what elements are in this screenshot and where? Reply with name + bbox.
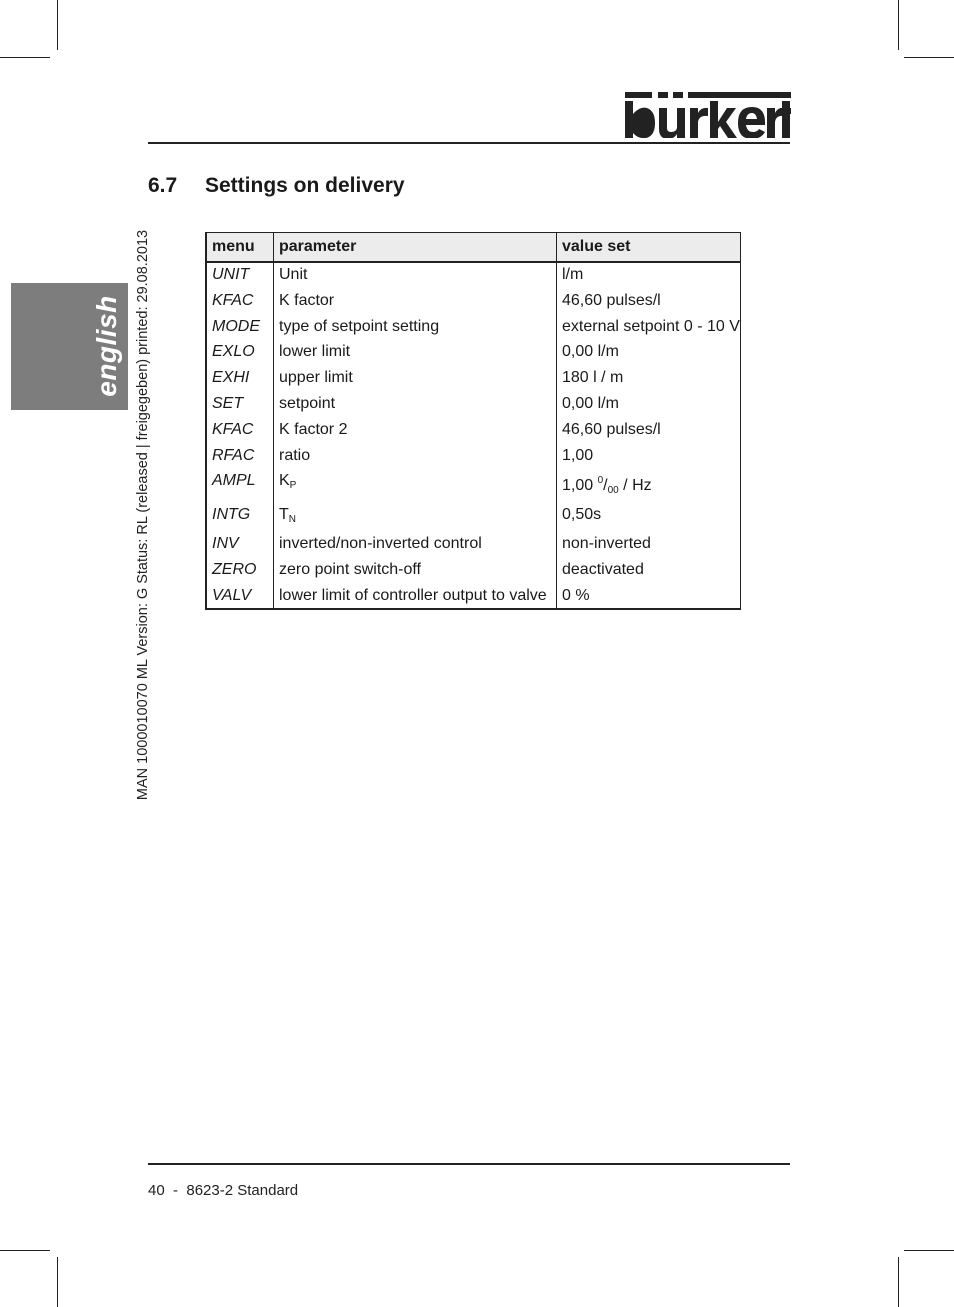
footer-rule xyxy=(148,1163,790,1165)
parameter-cell xyxy=(274,503,557,532)
value-cell: deactivated xyxy=(557,558,741,584)
parameter-cell: type of setpoint setting xyxy=(274,315,557,341)
table-row xyxy=(206,262,741,289)
menu-cell: MODE xyxy=(206,315,274,341)
value-cell: 1,00 xyxy=(557,444,741,470)
table-row xyxy=(206,366,741,392)
value-cell: 0 % xyxy=(557,584,741,609)
parameter-cell: Unit xyxy=(274,262,557,289)
table-row xyxy=(206,418,741,444)
value-main: 1,00 xyxy=(562,477,598,495)
menu-cell: VALV xyxy=(206,584,274,609)
value-subscript: 00 xyxy=(607,485,619,497)
menu-cell: ZERO xyxy=(206,558,274,584)
parameter-cell: inverted/non-inverted control xyxy=(274,532,557,558)
value-tail: / Hz xyxy=(618,477,652,495)
table-row xyxy=(206,469,741,503)
table-header-row xyxy=(206,233,741,263)
table-row xyxy=(206,340,741,366)
crop-mark xyxy=(57,0,58,50)
crop-mark xyxy=(0,1250,50,1251)
crop-mark xyxy=(0,57,50,58)
value-cell: 0,00 l/m xyxy=(557,392,741,418)
crop-mark xyxy=(898,1257,899,1307)
document-status-text: MAN 1000010070 ML Version: G Status: RL (released | freigegeben) printed: 29.08.2013 xyxy=(135,229,151,801)
value-cell: non-inverted xyxy=(557,532,741,558)
value-cell: 0,00 l/m xyxy=(557,340,741,366)
value-cell: 0,50s xyxy=(557,503,741,532)
menu-cell: EXHI xyxy=(206,366,274,392)
table-row xyxy=(206,503,741,532)
menu-cell: AMPL xyxy=(206,469,274,503)
menu-cell: KFAC xyxy=(206,418,274,444)
parameter-cell: K factor xyxy=(274,289,557,315)
table-row xyxy=(206,532,741,558)
menu-cell: INV xyxy=(206,532,274,558)
menu-cell: INTG xyxy=(206,503,274,532)
parameter-cell: ratio xyxy=(274,444,557,470)
parameter-cell xyxy=(274,469,557,503)
crop-mark xyxy=(904,57,954,58)
parameter-cell: lower limit of controller output to valve xyxy=(274,584,557,609)
parameter-cell: lower limit xyxy=(274,340,557,366)
column-header-value: value set xyxy=(557,233,741,263)
parameter-subscript: N xyxy=(288,514,297,526)
value-cell: 46,60 pulses/l xyxy=(557,418,741,444)
value-cell: l/m xyxy=(557,262,741,289)
section-number: 6.7 xyxy=(148,174,178,197)
table-row xyxy=(206,289,741,315)
language-tab-label: english xyxy=(91,295,122,397)
menu-cell: RFAC xyxy=(206,444,274,470)
column-header-parameter: parameter xyxy=(274,233,557,263)
table-row xyxy=(206,558,741,584)
crop-mark xyxy=(904,1250,954,1251)
parameter-main: K xyxy=(279,472,290,490)
document-name: 8623-2 Standard xyxy=(186,1182,299,1199)
menu-cell: KFAC xyxy=(206,289,274,315)
menu-cell: SET xyxy=(206,392,274,418)
parameter-cell: zero point switch-off xyxy=(274,558,557,584)
crop-mark xyxy=(898,0,899,50)
settings-table xyxy=(205,232,741,610)
page-number: 40 xyxy=(148,1182,165,1199)
table-row xyxy=(206,584,741,609)
section-title: Settings on delivery xyxy=(205,174,405,197)
section-heading xyxy=(148,174,405,198)
value-cell: 46,60 pulses/l xyxy=(557,289,741,315)
parameter-cell: setpoint xyxy=(274,392,557,418)
menu-cell: EXLO xyxy=(206,340,274,366)
burkert-logo-graphic xyxy=(625,92,791,138)
burkert-logo xyxy=(625,92,791,138)
value-cell: external setpoint 0 - 10 V xyxy=(557,315,741,341)
crop-mark xyxy=(57,1257,58,1307)
value-superscript: 0 xyxy=(597,475,604,487)
parameter-subscript: P xyxy=(289,480,297,492)
header-rule xyxy=(148,142,790,144)
column-header-menu: menu xyxy=(206,233,274,263)
page-footer xyxy=(148,1182,298,1199)
value-cell: 180 l / m xyxy=(557,366,741,392)
table-row xyxy=(206,392,741,418)
table-row xyxy=(206,444,741,470)
menu-cell: UNIT xyxy=(206,262,274,289)
table-row xyxy=(206,315,741,341)
parameter-cell: upper limit xyxy=(274,366,557,392)
value-slash: / xyxy=(603,477,608,495)
footer-separator: - xyxy=(173,1182,179,1199)
parameter-main: T xyxy=(279,506,289,524)
parameter-cell: K factor 2 xyxy=(274,418,557,444)
value-cell xyxy=(557,469,741,503)
